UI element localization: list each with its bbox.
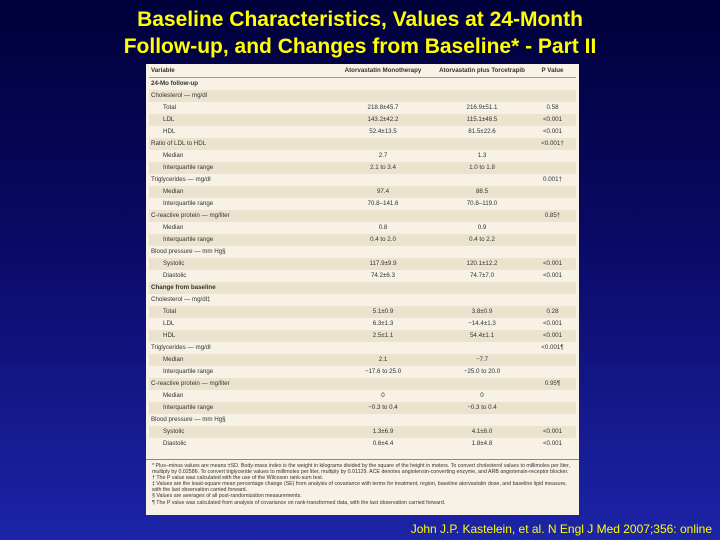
row-label: Ratio of LDL to HDL xyxy=(149,138,331,150)
combination-value xyxy=(435,174,529,186)
monotherapy-value xyxy=(331,282,435,294)
combination-value: 70.8–119.0 xyxy=(466,200,498,207)
table-row xyxy=(149,114,576,126)
footnote: ¶ The P value was calculated from analysis of covariance on rank-transformed data, with the last observation carried forward. xyxy=(152,499,446,506)
row-label: Cholesterol — mg/dl xyxy=(149,90,331,102)
header-variable: Variable xyxy=(149,66,331,78)
slide-title xyxy=(0,6,720,60)
slide-title-line-2: Follow-up, and Changes from Baseline* - Part II xyxy=(123,35,597,58)
row-label: Blood pressure — mm Hg§ xyxy=(151,248,226,255)
row-label: Triglycerides — mg/dl xyxy=(151,344,211,351)
p-value xyxy=(529,150,576,162)
table-row xyxy=(149,354,576,366)
combination-value: 115.1±48.5 xyxy=(435,114,529,126)
monotherapy-value: 2.1 to 3.4 xyxy=(331,162,435,174)
header-combination: Atorvastatin plus Torcetrapib xyxy=(435,66,529,78)
characteristics-table xyxy=(149,66,576,450)
combination-value xyxy=(435,342,529,354)
monotherapy-value: 97.4 xyxy=(331,186,435,198)
p-value xyxy=(529,354,576,366)
monotherapy-value: 0 xyxy=(381,392,385,399)
monotherapy-value xyxy=(331,78,435,91)
p-value: <0.001 xyxy=(542,272,563,279)
row-label: Median xyxy=(149,186,331,198)
monotherapy-value: −17.6 to 25.0 xyxy=(364,368,402,375)
table-row xyxy=(149,174,576,186)
row-label: C-reactive protein — mg/liter xyxy=(149,210,331,222)
row-label: Median xyxy=(149,354,331,366)
table-row xyxy=(149,306,576,318)
combination-value: −14.4±1.3 xyxy=(468,320,496,327)
table-row xyxy=(149,342,576,354)
table-row xyxy=(149,390,576,402)
row-label: HDL xyxy=(163,128,176,135)
monotherapy-value: 117.9±9.9 xyxy=(331,258,435,270)
row-label: Systolic xyxy=(149,258,331,270)
combination-value xyxy=(435,246,529,258)
row-label: HDL xyxy=(149,330,331,342)
p-value xyxy=(529,222,576,234)
row-label: LDL xyxy=(149,114,331,126)
combination-value xyxy=(435,414,529,426)
table-row xyxy=(149,234,576,246)
slide-title-line-1: Baseline Characteristics, Values at 24-Month xyxy=(137,8,583,31)
table-row xyxy=(149,210,576,222)
combination-value xyxy=(435,378,529,390)
table-row xyxy=(149,102,576,114)
monotherapy-value: 218.8±45.7 xyxy=(367,104,399,111)
combination-value: −25.0 to 20.0 xyxy=(463,368,501,375)
table-row xyxy=(149,294,576,306)
row-label: Median xyxy=(163,224,184,231)
table-header-row xyxy=(149,66,576,78)
combination-value xyxy=(435,210,529,222)
row-label: Interquartile range xyxy=(163,200,214,207)
combination-value: 1.0 to 1.8 xyxy=(435,162,529,174)
combination-value: 216.9±51.1 xyxy=(466,104,498,111)
citation: John J.P. Kastelein, et al. N Engl J Med 2007;356: online xyxy=(410,522,712,536)
monotherapy-value xyxy=(331,210,435,222)
footnote: ‡ Values are the least-square mean percentage change (SE) from analysis of covariance with terms for treatment, region, baseline atorvastatin dose, and baseline lipid measure, with the last observation carried forward. xyxy=(152,481,567,494)
monotherapy-value: 5.1±0.9 xyxy=(331,306,435,318)
p-value: <0.001¶ xyxy=(541,344,564,351)
p-value: 0.85† xyxy=(529,210,576,222)
combination-value: 4.1±8.0 xyxy=(435,426,529,438)
table-row xyxy=(149,378,576,390)
table-row xyxy=(149,318,576,330)
row-label: Interquartile range xyxy=(149,402,331,414)
table-row xyxy=(149,246,576,258)
table-row xyxy=(149,366,576,378)
table-row xyxy=(149,186,576,198)
table-row xyxy=(149,426,576,438)
monotherapy-value: 0.4 to 2.0 xyxy=(331,234,435,246)
combination-value: 1.3 xyxy=(477,152,487,159)
p-value xyxy=(529,282,576,294)
row-label: Median xyxy=(163,392,184,399)
p-value xyxy=(529,390,576,402)
table-row xyxy=(149,282,576,294)
table-row xyxy=(149,402,576,414)
combination-value: 74.7±7.0 xyxy=(469,272,495,279)
combination-value: −0.3 to 0.4 xyxy=(435,402,529,414)
p-value: <0.001 xyxy=(542,320,563,327)
row-label: C-reactive protein — mg/liter xyxy=(149,378,331,390)
combination-value: 0.9 xyxy=(477,224,487,231)
monotherapy-value: 1.3±6.9 xyxy=(331,426,435,438)
row-label: Median xyxy=(163,152,184,159)
table-row xyxy=(149,150,576,162)
monotherapy-value: 74.2±6.3 xyxy=(370,272,396,279)
combination-value: 3.8±0.9 xyxy=(435,306,529,318)
combination-value xyxy=(435,282,529,294)
monotherapy-value xyxy=(331,342,435,354)
table-row xyxy=(149,138,576,150)
row-label: LDL xyxy=(163,320,175,327)
row-label: Blood pressure — mm Hg§ xyxy=(151,416,226,423)
row-label: Triglycerides — mg/dl xyxy=(151,176,211,183)
p-value xyxy=(529,90,576,102)
row-label: Total xyxy=(163,104,177,111)
table-row xyxy=(149,438,576,450)
p-value: <0.001† xyxy=(529,138,576,150)
row-label: Interquartile range xyxy=(149,162,331,174)
row-label: Systolic xyxy=(149,426,331,438)
p-value: <0.001 xyxy=(542,128,563,135)
p-value: 0.58 xyxy=(546,104,559,111)
p-value: <0.001 xyxy=(529,114,576,126)
table-row xyxy=(149,90,576,102)
row-label: Cholesterol — mg/dl‡ xyxy=(151,296,211,303)
p-value xyxy=(529,366,576,378)
table-body xyxy=(149,78,576,451)
monotherapy-value xyxy=(331,294,435,306)
combination-value: 120.1±12.2 xyxy=(435,258,529,270)
monotherapy-value: −0.3 to 0.4 xyxy=(331,402,435,414)
p-value: 0.28 xyxy=(529,306,576,318)
p-value: 0.001† xyxy=(543,176,562,183)
monotherapy-value: 70.8–141.6 xyxy=(367,200,399,207)
p-value: <0.001 xyxy=(529,426,576,438)
p-value xyxy=(529,294,576,306)
p-value xyxy=(529,198,576,210)
p-value xyxy=(529,162,576,174)
monotherapy-value: 143.2±42.2 xyxy=(331,114,435,126)
table-row xyxy=(149,162,576,174)
monotherapy-value xyxy=(331,174,435,186)
table-row xyxy=(149,78,576,91)
monotherapy-value: 2.5±1.1 xyxy=(331,330,435,342)
combination-value xyxy=(435,90,529,102)
monotherapy-value: 2.1 xyxy=(331,354,435,366)
row-label: Diastolic xyxy=(163,440,187,447)
p-value: <0.001 xyxy=(542,440,563,447)
header-p-value: P Value xyxy=(529,66,576,78)
p-value: <0.001 xyxy=(529,330,576,342)
table-row xyxy=(149,258,576,270)
monotherapy-value: 52.4±13.5 xyxy=(369,128,397,135)
monotherapy-value xyxy=(331,138,435,150)
data-table-panel xyxy=(146,64,579,515)
monotherapy-value: 2.7 xyxy=(378,152,388,159)
footnote: † The P value was calculated with the use of the Wilcoxon rank-sum test. xyxy=(152,475,324,482)
table-row xyxy=(149,126,576,138)
combination-value: −7.7 xyxy=(435,354,529,366)
footnote: § Values are averages of all post-randomization measurements. xyxy=(152,493,302,500)
header-monotherapy: Atorvastatin Monotherapy xyxy=(331,66,435,78)
row-label: Interquartile range xyxy=(163,368,214,375)
p-value xyxy=(529,186,576,198)
combination-value xyxy=(435,78,529,91)
row-label: Change from baseline xyxy=(149,282,331,294)
monotherapy-value xyxy=(331,378,435,390)
p-value xyxy=(529,246,576,258)
table-row xyxy=(149,198,576,210)
table-row xyxy=(149,330,576,342)
row-label: 24-Mo follow-up xyxy=(151,80,199,87)
row-label: Interquartile range xyxy=(149,234,331,246)
table-row xyxy=(149,414,576,426)
p-value: <0.001 xyxy=(529,258,576,270)
row-label: Total xyxy=(149,306,331,318)
monotherapy-value xyxy=(331,90,435,102)
combination-value: 54.4±1.1 xyxy=(435,330,529,342)
row-label: Diastolic xyxy=(163,272,187,279)
monotherapy-value xyxy=(331,414,435,426)
monotherapy-value: 6.3±1.3 xyxy=(372,320,394,327)
combination-value: 88.5 xyxy=(435,186,529,198)
combination-value: 1.8±4.8 xyxy=(471,440,493,447)
p-value xyxy=(529,78,576,91)
p-value: 0.95¶ xyxy=(529,378,576,390)
combination-value: 0.4 to 2.2 xyxy=(435,234,529,246)
p-value xyxy=(529,402,576,414)
table-row xyxy=(149,270,576,282)
table-row xyxy=(149,222,576,234)
combination-value: 0 xyxy=(480,392,484,399)
p-value xyxy=(529,414,576,426)
combination-value: 81.5±22.6 xyxy=(468,128,496,135)
combination-value xyxy=(435,294,529,306)
footnote: * Plus–minus values are means ±SD. Body-mass index is the weight in kilograms divided by the square of the height in meters. To convert cholesterol values to millimoles per liter, multiply by 0.02586. To convert triglyceride values to millimoles per liter, multiply by 0.01129. ACE denotes angiotensin-converting enzyme, and ARB angiotensin-receptor blocker. xyxy=(152,463,570,476)
combination-value xyxy=(435,138,529,150)
footnotes xyxy=(146,459,579,515)
p-value xyxy=(529,234,576,246)
monotherapy-value: 0.6±4.4 xyxy=(372,440,394,447)
monotherapy-value: 0.8 xyxy=(378,224,388,231)
monotherapy-value xyxy=(331,246,435,258)
